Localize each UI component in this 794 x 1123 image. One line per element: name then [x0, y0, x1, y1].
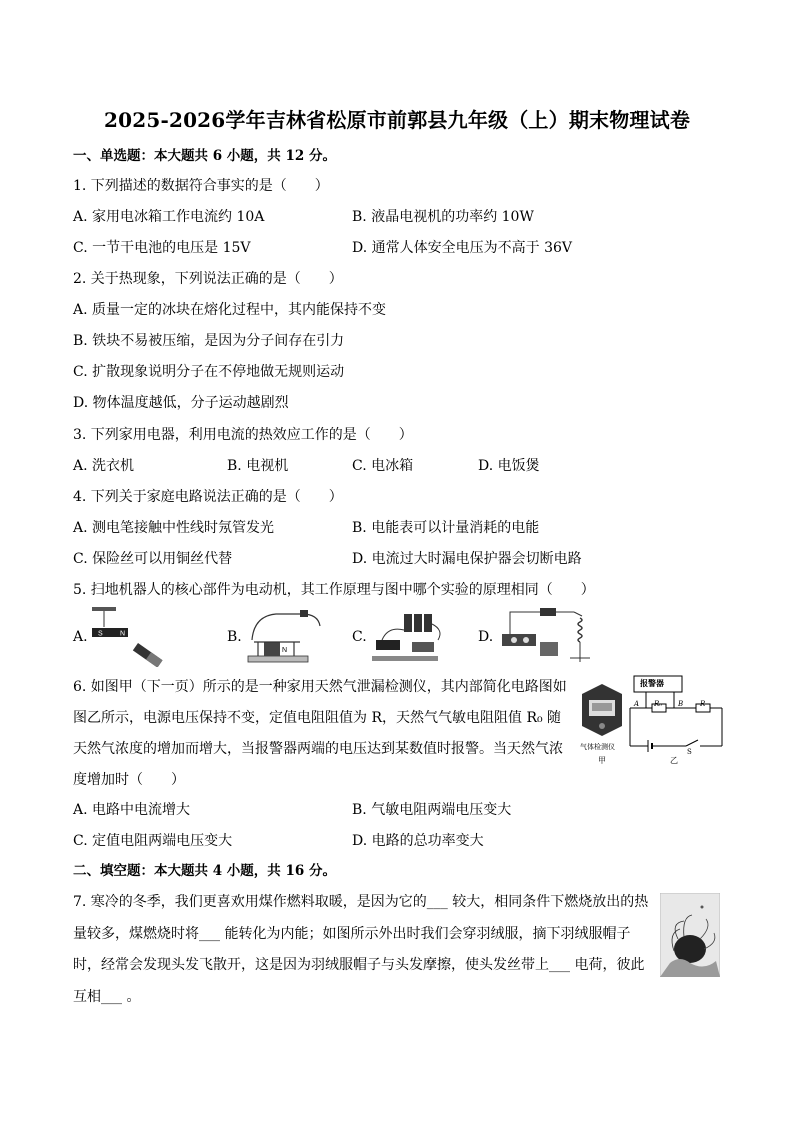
- question-6-stem-line: 6. 如图甲（下一页）所示的是一种家用天然气泄漏检测仪，其内部简化电路图如: [73, 679, 567, 695]
- question-2-stem: 2. 关于热现象，下列说法正确的是（ ）: [73, 271, 343, 287]
- section-heading-fill-in: 二、填空题：本大题共 4 小题，共 16 分。: [73, 863, 336, 879]
- question-3-stem: 3. 下列家用电器，利用电流的热效应工作的是（ ）: [73, 427, 413, 443]
- q6-figure-jia-gas-detector: [578, 682, 626, 766]
- q6-figure-node-a: A: [634, 700, 640, 708]
- q6-figure-device-caption: 气体检测仪: [580, 744, 615, 751]
- question-5-option-c: C.: [352, 629, 367, 645]
- q7-photo-hair-static: [660, 893, 720, 977]
- svg-text:N: N: [120, 630, 126, 638]
- question-3-option-d: D. 电饭煲: [478, 458, 540, 474]
- question-1-option-b: B. 液晶电视机的功率约 10W: [352, 209, 534, 225]
- question-4-option-b: B. 电能表可以计量消耗的电能: [352, 520, 540, 536]
- svg-text:N: N: [282, 647, 288, 654]
- question-5-option-b: B.: [227, 629, 242, 645]
- page-title: 2025-2026学年吉林省松原市前郭县九年级（上）期末物理试卷: [103, 108, 691, 132]
- question-5-option-d: D.: [478, 629, 494, 645]
- q6-figure-node-b: B: [678, 700, 684, 708]
- section-heading-single-choice: 一、单选题：本大题共 6 小题，共 12 分。: [73, 148, 336, 164]
- question-2-option-c: C. 扩散现象说明分子在不停地做无规则运动: [73, 364, 345, 380]
- question-4-option-a: A. 测电笔接触中性线时氖管发光: [73, 520, 275, 536]
- question-6-stem-line: 天然气浓度的增加而增大，当报警器两端的电压达到某数值时报警。当天然气浓: [73, 741, 563, 757]
- question-1-stem: 1. 下列描述的数据符合事实的是（ ）: [73, 178, 329, 194]
- q6-figure-jia-label: 甲: [598, 756, 606, 765]
- question-6-option-c: C. 定值电阻两端电压变大: [73, 833, 233, 849]
- question-7-stem: [73, 887, 658, 1013]
- question-1-option-d: D. 通常人体安全电压为不高于 36V: [352, 240, 573, 256]
- q5-figure-c-electromagnet-illustration: [368, 606, 450, 668]
- question-4-stem: 4. 下列关于家庭电路说法正确的是（ ）: [73, 489, 343, 505]
- question-2-option-d: D. 物体温度越低，分子运动越剧烈: [73, 395, 289, 411]
- q6-figure-r-label: R: [700, 700, 706, 708]
- question-6-stem: [73, 672, 573, 796]
- question-2-option-a: A. 质量一定的冰块在熔化过程中，其内能保持不变: [73, 302, 387, 318]
- question-6-option-a: A. 电路中电流增大: [73, 802, 191, 818]
- question-2-option-b: B. 铁块不易被压缩，是因为分子间存在引力: [73, 333, 345, 349]
- question-3-option-b: B. 电视机: [227, 458, 289, 474]
- question-6-stem-line: 度增加时（ ）: [73, 772, 185, 788]
- q5-figure-a-magnet-illustration: [88, 605, 170, 667]
- question-1-option-a: A. 家用电冰箱工作电流约 10A: [73, 209, 265, 225]
- question-7-stem-line: 互相___ 。: [73, 988, 141, 1005]
- question-3-option-a: A. 洗衣机: [73, 458, 135, 474]
- question-5-stem: 5. 扫地机器人的核心部件为电动机，其工作原理与图中哪个实验的原理相同（ ）: [73, 582, 595, 598]
- question-6-option-d: D. 电路的总功率变大: [352, 833, 484, 849]
- question-4-option-c: C. 保险丝可以用铜丝代替: [73, 551, 233, 567]
- question-6-stem-line: 图乙所示，电源电压保持不变，定值电阻阻值为 R，天然气气敏电阻阻值 R₀ 随: [73, 710, 562, 726]
- question-5-option-a: A.: [73, 629, 88, 645]
- q6-figure-alarm-label: 报警器: [640, 678, 664, 688]
- question-7-stem-line: 时，经常会发现头发飞散开，这是因为羽绒服帽子与头发摩擦，使头发丝带上___ 电荷，彼此: [73, 957, 645, 973]
- q5-figure-b-rails-illustration: [242, 608, 324, 668]
- question-3-option-c: C. 电冰箱: [352, 458, 414, 474]
- question-7-stem-line: 量较多，煤燃烧时将___ 能转化为内能；如图所示外出时我们会穿羽绒服，摘下羽绒服帽子: [73, 925, 631, 942]
- svg-text:S: S: [98, 630, 103, 638]
- q5-figure-d-induction-illustration: [494, 606, 598, 668]
- question-1-option-c: C. 一节干电池的电压是 15V: [73, 240, 251, 256]
- q6-figure-r0-label: R₀: [654, 700, 663, 708]
- question-4-option-d: D. 电流过大时漏电保护器会切断电路: [352, 551, 582, 567]
- q6-figure-switch-label: S: [687, 748, 692, 756]
- question-7-stem-line: 7. 寒冷的冬季，我们更喜欢用煤作燃料取暖，是因为它的___ 较大，相同条件下燃烧放出的热: [73, 894, 649, 910]
- question-6-option-b: B. 气敏电阻两端电压变大: [352, 802, 512, 818]
- q6-figure-yi-label: 乙: [670, 756, 678, 765]
